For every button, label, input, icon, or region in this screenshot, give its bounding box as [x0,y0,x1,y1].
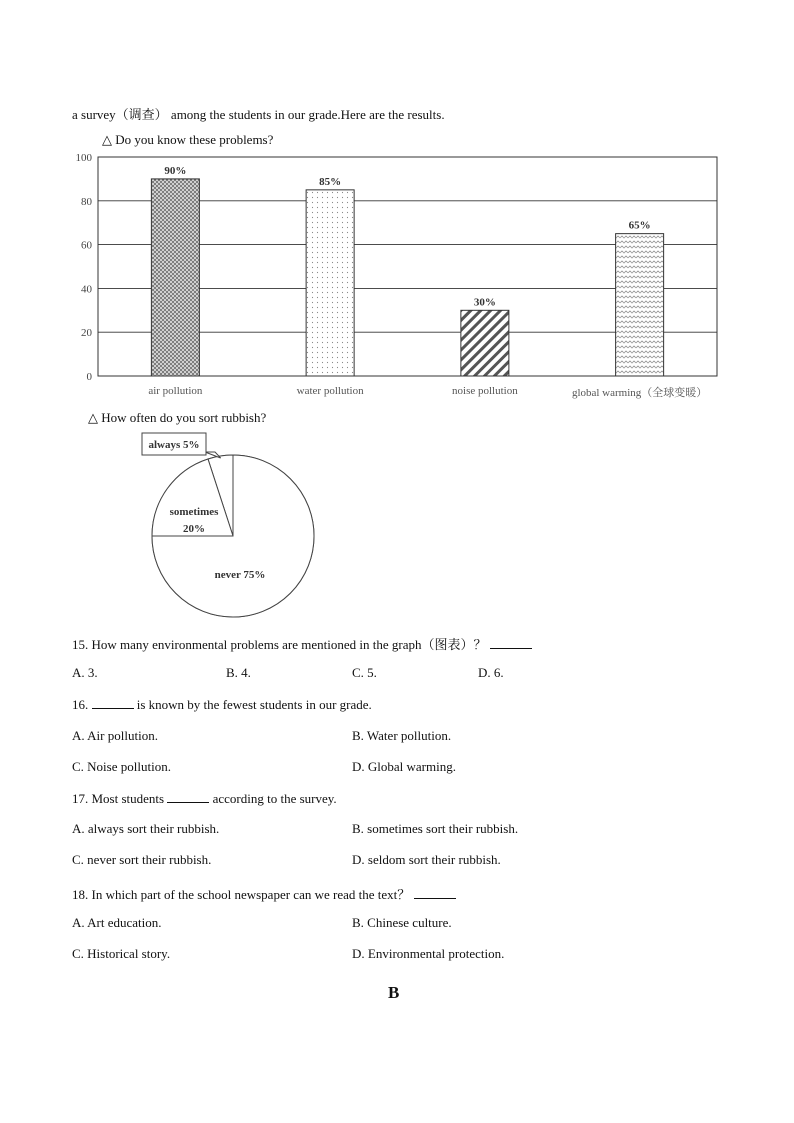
bar [306,190,354,376]
question-18 [72,884,456,903]
bar [616,234,664,376]
pie-chart-title: △ How often do you sort rubbish? [88,410,267,425]
y-tick-label: 0 [86,371,92,383]
answer-blank [490,636,532,649]
question-15 [72,634,532,653]
question-number: 15. [72,637,89,652]
bar [151,179,199,376]
answer-blank [92,696,134,709]
question-stem: In which part of the school newspaper can we read the text？ [91,887,411,902]
option-17b: B. sometimes sort their rubbish. [352,821,519,836]
y-tick-label: 20 [81,327,92,340]
question-stem: is known by the fewest students in our grade. [136,697,372,712]
x-tick-label: water pollution [296,385,364,397]
option-15c: C. 5. [352,665,377,680]
question-stem-after: according to the survey. [212,791,337,806]
y-tick-label: 40 [81,283,92,296]
answer-blank [167,790,209,803]
intro-text: a survey（调查） among the students in our grade.Here are the results. [72,107,445,122]
question-17 [72,790,337,807]
bar-value-label: 65% [628,219,651,232]
pie-label-always: always 5% [148,439,200,451]
question-number: 17. [72,791,89,806]
answer-blank [414,886,456,899]
option-18a: A. Art education. [72,915,162,930]
pie-label-never: never 75% [214,569,266,581]
bar-chart-title: △ Do you know these problems? [102,132,274,147]
x-tick-label: global warming（全球变暖） [571,387,708,399]
bar-value-label: 90% [164,164,187,177]
option-18d: D. Environmental protection. [352,946,505,961]
question-stem-before: Most students [91,791,165,806]
y-tick-label: 100 [75,152,92,164]
x-tick-label: noise pollution [452,385,518,397]
pie-label-sometimes: sometimes [169,506,219,518]
question-stem: How many environmental problems are mentioned in the graph（图表）？ [91,637,487,652]
x-tick-label: air pollution [148,385,203,397]
option-17a: A. always sort their rubbish. [72,821,220,836]
pie-label-sometimes-value: 20% [183,523,205,535]
bar-value-label: 30% [473,296,496,309]
question-16 [72,696,372,713]
question-number: 16. [72,697,89,712]
bar [461,310,509,376]
option-17d: D. seldom sort their rubbish. [352,852,501,867]
option-15d: D. 6. [478,665,504,680]
pie-chart [130,428,330,628]
option-18c: C. Historical story. [72,946,171,961]
option-16a: A. Air pollution. [72,728,158,743]
question-number: 18. [72,887,89,902]
option-15b: B. 4. [226,665,251,680]
option-16c: C. Noise pollution. [72,759,171,774]
y-tick-label: 60 [81,239,92,252]
bar-value-label: 85% [319,175,342,188]
section-heading: B [388,983,400,1002]
bar-chart [60,145,740,410]
y-tick-label: 80 [81,195,92,208]
option-17c: C. never sort their rubbish. [72,852,212,867]
option-18b: B. Chinese culture. [352,915,452,930]
option-15a: A. 3. [72,665,98,680]
option-16b: B. Water pollution. [352,728,452,743]
option-16d: D. Global warming. [352,759,456,774]
